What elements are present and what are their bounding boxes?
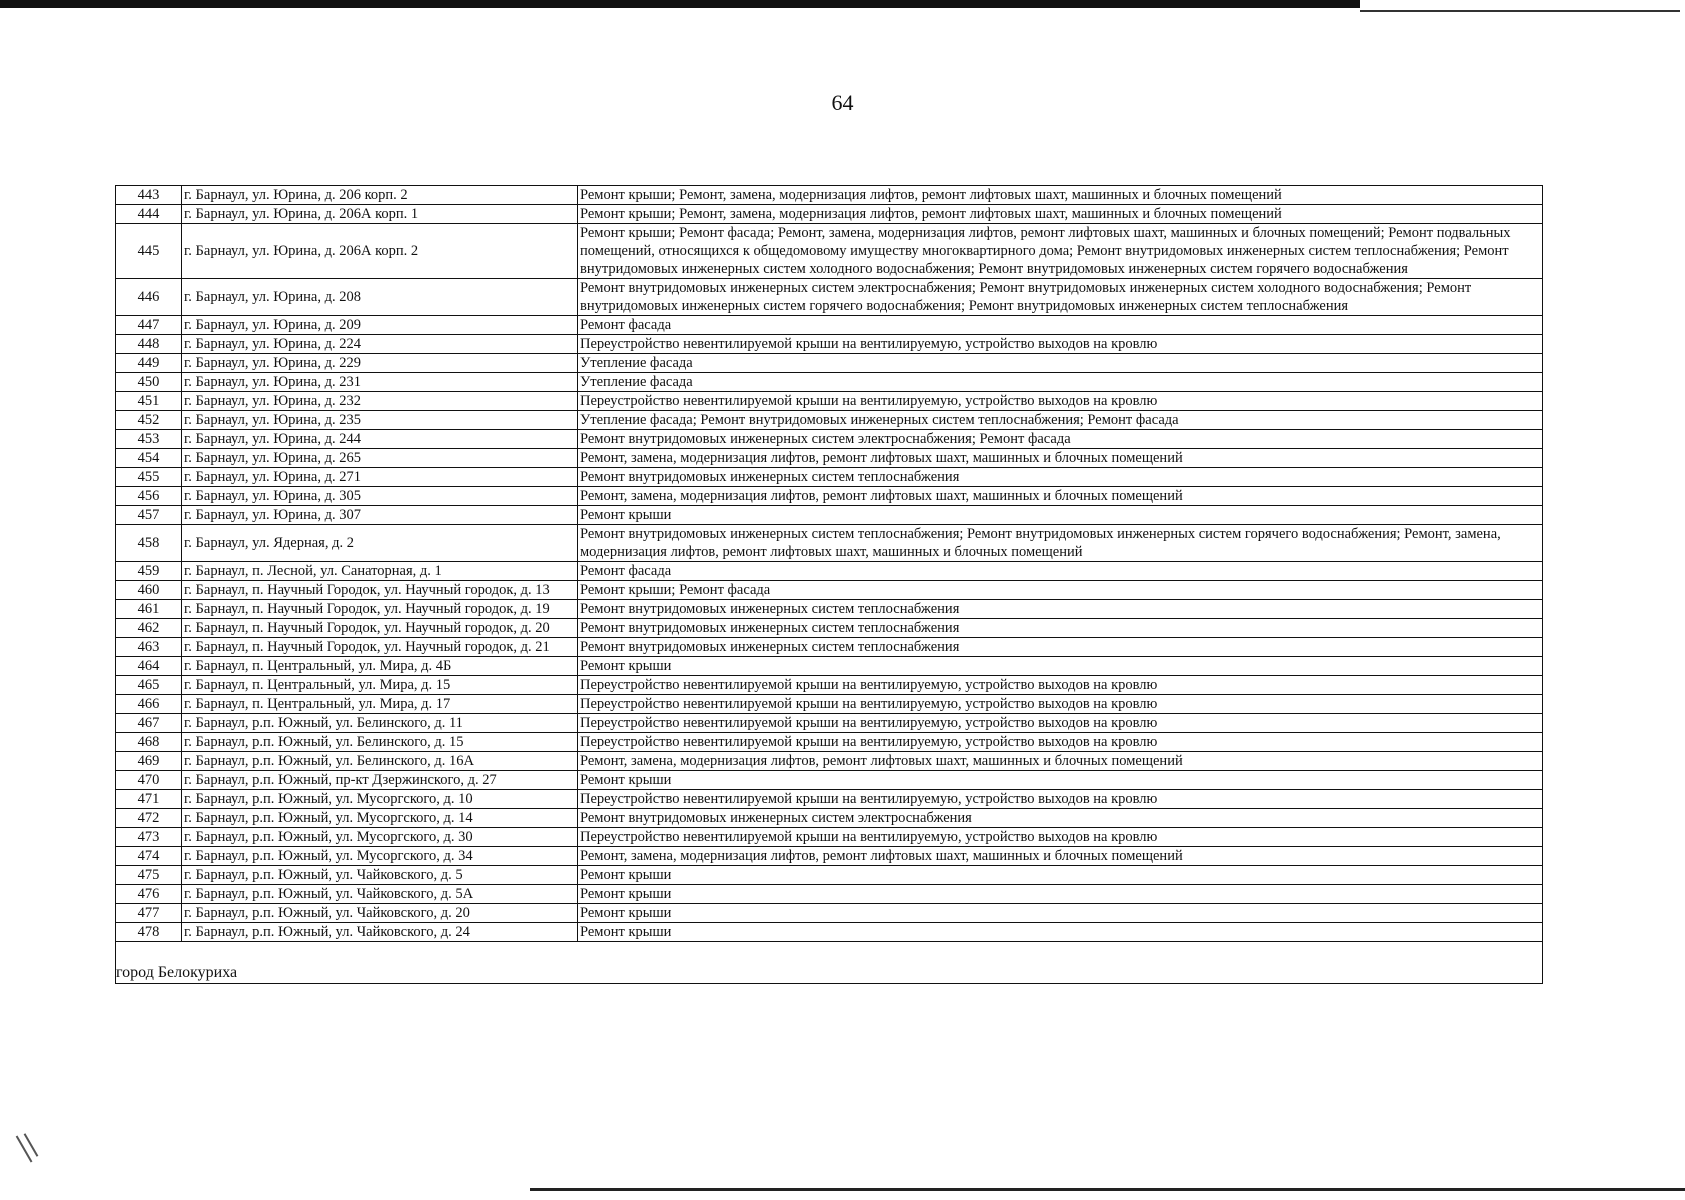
table-row: [116, 752, 1543, 771]
table-row: [116, 771, 1543, 790]
row-work-types: Ремонт крыши; Ремонт, замена, модернизация лифтов, ремонт лифтовых шахт, машинных и блочных помещений: [578, 186, 1543, 205]
table-row: [116, 790, 1543, 809]
row-number: 453: [116, 430, 182, 449]
row-number: 459: [116, 562, 182, 581]
row-address: г. Барнаул, ул. Юрина, д. 307: [182, 506, 578, 525]
row-work-types: Ремонт крыши: [578, 923, 1543, 942]
row-work-types: Переустройство невентилируемой крыши на вентилируемую, устройство выходов на кровлю: [578, 828, 1543, 847]
table-row: [116, 904, 1543, 923]
table-row: [116, 714, 1543, 733]
table-row: [116, 430, 1543, 449]
table-row: [116, 335, 1543, 354]
row-work-types: Ремонт внутридомовых инженерных систем теплоснабжения: [578, 600, 1543, 619]
table-row: [116, 316, 1543, 335]
table-row: [116, 205, 1543, 224]
row-work-types: Ремонт фасада: [578, 316, 1543, 335]
table-row: [116, 695, 1543, 714]
row-work-types: Ремонт крыши: [578, 771, 1543, 790]
row-number: 458: [116, 525, 182, 562]
table-row: [116, 847, 1543, 866]
section-row: [116, 942, 1543, 984]
table-row: [116, 487, 1543, 506]
row-address: г. Барнаул, п. Центральный, ул. Мира, д. 4Б: [182, 657, 578, 676]
row-number: 467: [116, 714, 182, 733]
row-number: 446: [116, 279, 182, 316]
row-work-types: Ремонт внутридомовых инженерных систем электроснабжения; Ремонт фасада: [578, 430, 1543, 449]
table-row: [116, 885, 1543, 904]
row-number: 472: [116, 809, 182, 828]
table-body: [116, 186, 1543, 942]
row-address: г. Барнаул, р.п. Южный, ул. Мусоргского, д. 10: [182, 790, 578, 809]
row-work-types: Утепление фасада; Ремонт внутридомовых инженерных систем теплоснабжения; Ремонт фасада: [578, 411, 1543, 430]
section-title: город Белокуриха: [116, 942, 1543, 984]
table-row: [116, 506, 1543, 525]
table-row: [116, 866, 1543, 885]
page-number: 64: [831, 90, 854, 115]
row-address: г. Барнаул, ул. Юрина, д. 265: [182, 449, 578, 468]
row-address: г. Барнаул, ул. Юрина, д. 224: [182, 335, 578, 354]
row-work-types: Переустройство невентилируемой крыши на вентилируемую, устройство выходов на кровлю: [578, 676, 1543, 695]
row-address: г. Барнаул, ул. Юрина, д. 206 корп. 2: [182, 186, 578, 205]
row-work-types: Переустройство невентилируемой крыши на вентилируемую, устройство выходов на кровлю: [578, 335, 1543, 354]
repair-list-table: [115, 185, 1543, 984]
row-number: 474: [116, 847, 182, 866]
table-row: [116, 279, 1543, 316]
row-work-types: Ремонт крыши; Ремонт фасада; Ремонт, замена, модернизация лифтов, ремонт лифтовых шахт, машинных и блочных помещений; Ремонт подвальных помещений, относящихся к общедомовому имуществу многоквартирного дома; Ремонт внутридомовых инженерных систем теплоснабжения; Ремонт внутридомовых инженерных систем холодного водоснабжения; Ремонт внутридомовых инженерных систем горячего водоснабжения: [578, 224, 1543, 279]
row-work-types: Ремонт внутридомовых инженерных систем теплоснабжения; Ремонт внутридомовых инженерных систем горячего водоснабжения; Ремонт, замена, модернизация лифтов, ремонт лифтовых шахт, машинных и блочных помещений: [578, 525, 1543, 562]
row-work-types: Переустройство невентилируемой крыши на вентилируемую, устройство выходов на кровлю: [578, 714, 1543, 733]
row-number: 465: [116, 676, 182, 695]
row-number: 444: [116, 205, 182, 224]
row-address: г. Барнаул, п. Научный Городок, ул. Научный городок, д. 21: [182, 638, 578, 657]
row-work-types: Ремонт, замена, модернизация лифтов, ремонт лифтовых шахт, машинных и блочных помещений: [578, 752, 1543, 771]
table-row: [116, 657, 1543, 676]
table-row: [116, 600, 1543, 619]
row-number: 477: [116, 904, 182, 923]
row-address: г. Барнаул, ул. Юрина, д. 305: [182, 487, 578, 506]
row-address: г. Барнаул, р.п. Южный, ул. Мусоргского, д. 14: [182, 809, 578, 828]
row-work-types: Ремонт крыши: [578, 657, 1543, 676]
row-number: 445: [116, 224, 182, 279]
scan-bottom-edge: [530, 1188, 1685, 1191]
row-number: 443: [116, 186, 182, 205]
row-number: 450: [116, 373, 182, 392]
row-number: 471: [116, 790, 182, 809]
row-work-types: Ремонт крыши; Ремонт фасада: [578, 581, 1543, 600]
row-number: 452: [116, 411, 182, 430]
row-address: г. Барнаул, р.п. Южный, ул. Белинского, д. 15: [182, 733, 578, 752]
row-work-types: Переустройство невентилируемой крыши на вентилируемую, устройство выходов на кровлю: [578, 695, 1543, 714]
row-work-types: Ремонт крыши: [578, 506, 1543, 525]
row-work-types: Ремонт крыши: [578, 866, 1543, 885]
row-address: г. Барнаул, ул. Юрина, д. 209: [182, 316, 578, 335]
row-address: г. Барнаул, ул. Юрина, д. 271: [182, 468, 578, 487]
table-row: [116, 733, 1543, 752]
row-number: 461: [116, 600, 182, 619]
row-number: 447: [116, 316, 182, 335]
row-work-types: Переустройство невентилируемой крыши на вентилируемую, устройство выходов на кровлю: [578, 392, 1543, 411]
row-work-types: Ремонт фасада: [578, 562, 1543, 581]
row-address: г. Барнаул, р.п. Южный, пр-кт Дзержинского, д. 27: [182, 771, 578, 790]
table-row: [116, 809, 1543, 828]
row-number: 462: [116, 619, 182, 638]
row-address: г. Барнаул, р.п. Южный, ул. Белинского, д. 16А: [182, 752, 578, 771]
row-work-types: Ремонт, замена, модернизация лифтов, ремонт лифтовых шахт, машинных и блочных помещений: [578, 487, 1543, 506]
row-address: г. Барнаул, п. Лесной, ул. Санаторная, д. 1: [182, 562, 578, 581]
row-number: 473: [116, 828, 182, 847]
row-number: 468: [116, 733, 182, 752]
row-number: 476: [116, 885, 182, 904]
table-row: [116, 354, 1543, 373]
row-number: 460: [116, 581, 182, 600]
row-address: г. Барнаул, ул. Юрина, д. 235: [182, 411, 578, 430]
row-work-types: Ремонт внутридомовых инженерных систем электроснабжения; Ремонт внутридомовых инженерных систем холодного водоснабжения; Ремонт внутридомовых инженерных систем горячего водоснабжения; Ремонт внутридомовых инженерных систем теплоснабжения: [578, 279, 1543, 316]
row-address: г. Барнаул, п. Научный Городок, ул. Научный городок, д. 19: [182, 600, 578, 619]
row-work-types: Переустройство невентилируемой крыши на вентилируемую, устройство выходов на кровлю: [578, 733, 1543, 752]
row-address: г. Барнаул, р.п. Южный, ул. Чайковского, д. 24: [182, 923, 578, 942]
row-work-types: Ремонт, замена, модернизация лифтов, ремонт лифтовых шахт, машинных и блочных помещений: [578, 847, 1543, 866]
table-row: [116, 392, 1543, 411]
row-address: г. Барнаул, п. Научный Городок, ул. Научный городок, д. 13: [182, 581, 578, 600]
row-address: г. Барнаул, ул. Юрина, д. 229: [182, 354, 578, 373]
row-work-types: Утепление фасада: [578, 354, 1543, 373]
row-number: 457: [116, 506, 182, 525]
row-work-types: Ремонт внутридомовых инженерных систем электроснабжения: [578, 809, 1543, 828]
row-address: г. Барнаул, ул. Юрина, д. 232: [182, 392, 578, 411]
table-row: [116, 468, 1543, 487]
row-number: 456: [116, 487, 182, 506]
row-work-types: Ремонт, замена, модернизация лифтов, ремонт лифтовых шахт, машинных и блочных помещений: [578, 449, 1543, 468]
row-number: 464: [116, 657, 182, 676]
row-address: г. Барнаул, р.п. Южный, ул. Мусоргского, д. 30: [182, 828, 578, 847]
row-work-types: Ремонт крыши: [578, 885, 1543, 904]
table-row: [116, 828, 1543, 847]
row-number: 455: [116, 468, 182, 487]
row-number: 449: [116, 354, 182, 373]
table-row: [116, 449, 1543, 468]
row-address: г. Барнаул, р.п. Южный, ул. Чайковского, д. 20: [182, 904, 578, 923]
row-work-types: Ремонт крыши: [578, 904, 1543, 923]
row-number: 470: [116, 771, 182, 790]
row-address: г. Барнаул, ул. Юрина, д. 244: [182, 430, 578, 449]
row-address: г. Барнаул, ул. Юрина, д. 231: [182, 373, 578, 392]
row-address: г. Барнаул, р.п. Южный, ул. Чайковского, д. 5А: [182, 885, 578, 904]
row-number: 475: [116, 866, 182, 885]
row-number: 454: [116, 449, 182, 468]
table-row: [116, 619, 1543, 638]
row-address: г. Барнаул, р.п. Южный, ул. Мусоргского, д. 34: [182, 847, 578, 866]
row-work-types: Ремонт крыши; Ремонт, замена, модернизация лифтов, ремонт лифтовых шахт, машинных и блочных помещений: [578, 205, 1543, 224]
row-address: г. Барнаул, р.п. Южный, ул. Чайковского, д. 5: [182, 866, 578, 885]
row-address: г. Барнаул, ул. Юрина, д. 206А корп. 1: [182, 205, 578, 224]
row-number: 463: [116, 638, 182, 657]
row-work-types: Ремонт внутридомовых инженерных систем теплоснабжения: [578, 619, 1543, 638]
row-address: г. Барнаул, ул. Ядерная, д. 2: [182, 525, 578, 562]
table-row: [116, 411, 1543, 430]
scan-mark: [16, 1128, 47, 1163]
table-row: [116, 638, 1543, 657]
table-row: [116, 373, 1543, 392]
row-work-types: Ремонт внутридомовых инженерных систем теплоснабжения: [578, 638, 1543, 657]
row-number: 448: [116, 335, 182, 354]
row-address: г. Барнаул, п. Центральный, ул. Мира, д. 15: [182, 676, 578, 695]
repair-list-table-wrap: [115, 185, 1542, 984]
scan-top-edge: [0, 0, 1360, 8]
table-row: [116, 224, 1543, 279]
row-work-types: Утепление фасада: [578, 373, 1543, 392]
row-address: г. Барнаул, п. Центральный, ул. Мира, д. 17: [182, 695, 578, 714]
row-address: г. Барнаул, п. Научный Городок, ул. Научный городок, д. 20: [182, 619, 578, 638]
row-address: г. Барнаул, р.п. Южный, ул. Белинского, д. 11: [182, 714, 578, 733]
table-row: [116, 525, 1543, 562]
table-row: [116, 186, 1543, 205]
row-address: г. Барнаул, ул. Юрина, д. 206А корп. 2: [182, 224, 578, 279]
row-number: 469: [116, 752, 182, 771]
row-number: 451: [116, 392, 182, 411]
row-number: 466: [116, 695, 182, 714]
row-address: г. Барнаул, ул. Юрина, д. 208: [182, 279, 578, 316]
row-number: 478: [116, 923, 182, 942]
row-work-types: Переустройство невентилируемой крыши на вентилируемую, устройство выходов на кровлю: [578, 790, 1543, 809]
table-row: [116, 676, 1543, 695]
table-row: [116, 581, 1543, 600]
table-row: [116, 923, 1543, 942]
row-work-types: Ремонт внутридомовых инженерных систем теплоснабжения: [578, 468, 1543, 487]
table-row: [116, 562, 1543, 581]
scan-top-edge-thin: [1360, 10, 1680, 12]
